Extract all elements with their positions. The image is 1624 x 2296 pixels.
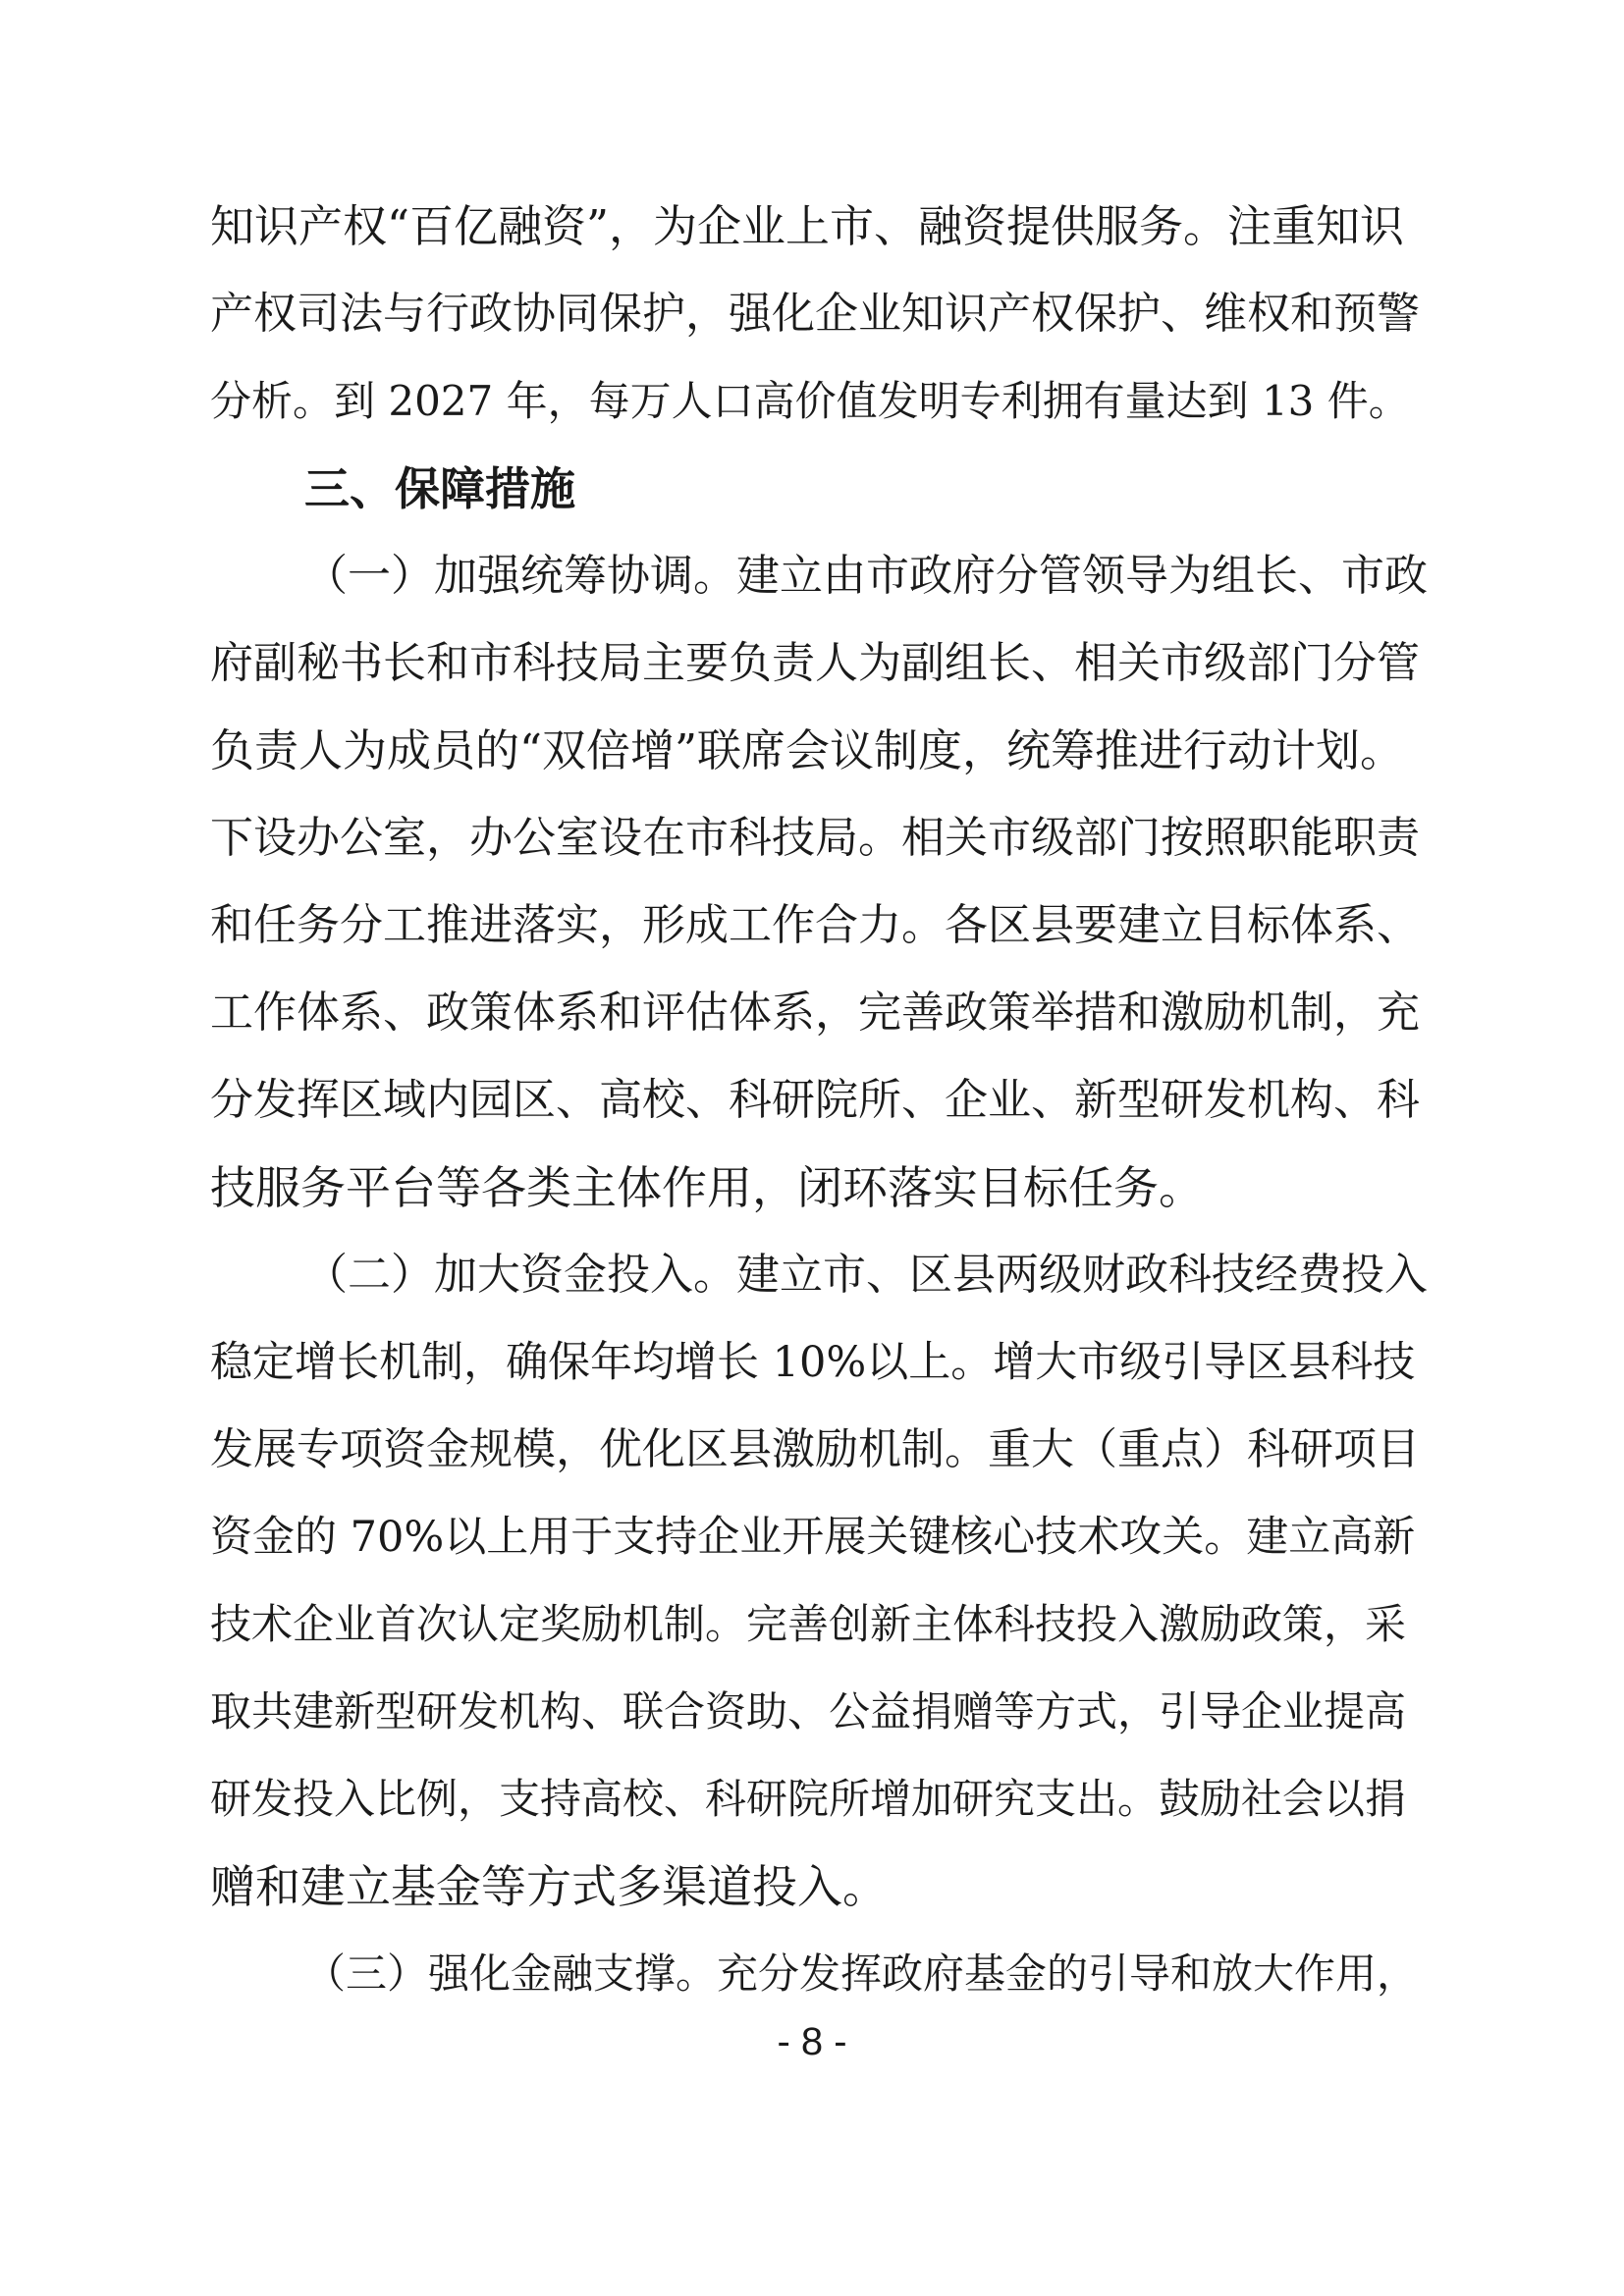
paragraph-text: 建立市、区县两级财政科技经费投入 xyxy=(736,1250,1428,1300)
body-text-line: 府副秘书长和市科技局主要负责人为副组长、相关市级部门分管 xyxy=(210,638,1420,688)
body-text-line: 发展专项资金规模，优化区县激励机制。重大（重点）科研项目 xyxy=(210,1424,1420,1474)
body-text-line: 稳定增长机制，确保年均增长 10%以上。增大市级引导区县科技 xyxy=(210,1338,1416,1387)
body-text-line: 研发投入比例，支持高校、科研院所增加研究支出。鼓励社会以捐 xyxy=(210,1775,1407,1823)
body-text-line: 赠和建立基金等方式多渠道投入。 xyxy=(210,1860,888,1913)
body-text-line: 取共建新型研发机构、联合资助、公益捐赠等方式，引导企业提高 xyxy=(210,1687,1407,1735)
paragraph-lead-title: （一）加强统筹协调。 xyxy=(304,551,736,601)
section-heading: 三、保障措施 xyxy=(304,462,575,515)
body-text-line: 和任务分工推进落实，形成工作合力。各区县要建立目标体系、 xyxy=(210,900,1420,950)
body-text-line: 技服务平台等各类主体作用，闭环落实目标任务。 xyxy=(210,1161,1204,1214)
body-text-line: 分发挥区域内园区、高校、科研院所、企业、新型研发机构、科 xyxy=(210,1075,1420,1125)
paragraph-text: 充分发挥政府基金的引导和放大作用， xyxy=(717,1949,1419,1998)
body-text-line: 资金的 70%以上用于支持企业开展关键核心技术攻关。建立高新 xyxy=(210,1513,1416,1562)
body-text-line: 分析。到 2027 年，每万人口高价值发明专利拥有量达到 13 件。 xyxy=(210,377,1410,425)
body-text-line: 产权司法与行政协同保护，强化企业知识产权保护、维权和预警 xyxy=(210,289,1420,339)
paragraph-first-line xyxy=(304,1231,1428,1319)
paragraph-lead-title: （三）强化金融支撑。 xyxy=(304,1949,718,1998)
paragraph-lead-title: （二）加大资金投入。 xyxy=(304,1250,736,1300)
paragraph-first-line xyxy=(304,1930,1428,2018)
body-text-line: 负责人为成员的“双倍增”联席会议制度，统筹推进行动计划。 xyxy=(210,724,1405,776)
body-text-line: 下设办公室，办公室设在市科技局。相关市级部门按照职能职责 xyxy=(210,813,1420,863)
body-text-line: 工作体系、政策体系和评估体系，完善政策举措和激励机制，充 xyxy=(210,988,1420,1038)
page-number: - 8 - xyxy=(777,2020,847,2063)
body-text-line: 技术企业首次认定奖励机制。完善创新主体科技投入激励政策，采 xyxy=(210,1600,1407,1648)
paragraph-first-line xyxy=(304,532,1428,620)
paragraph-text: 建立由市政府分管领导为组长、市政 xyxy=(736,551,1428,601)
body-text-line: 知识产权“百亿融资”，为企业上市、融资提供服务。注重知识 xyxy=(210,200,1405,252)
